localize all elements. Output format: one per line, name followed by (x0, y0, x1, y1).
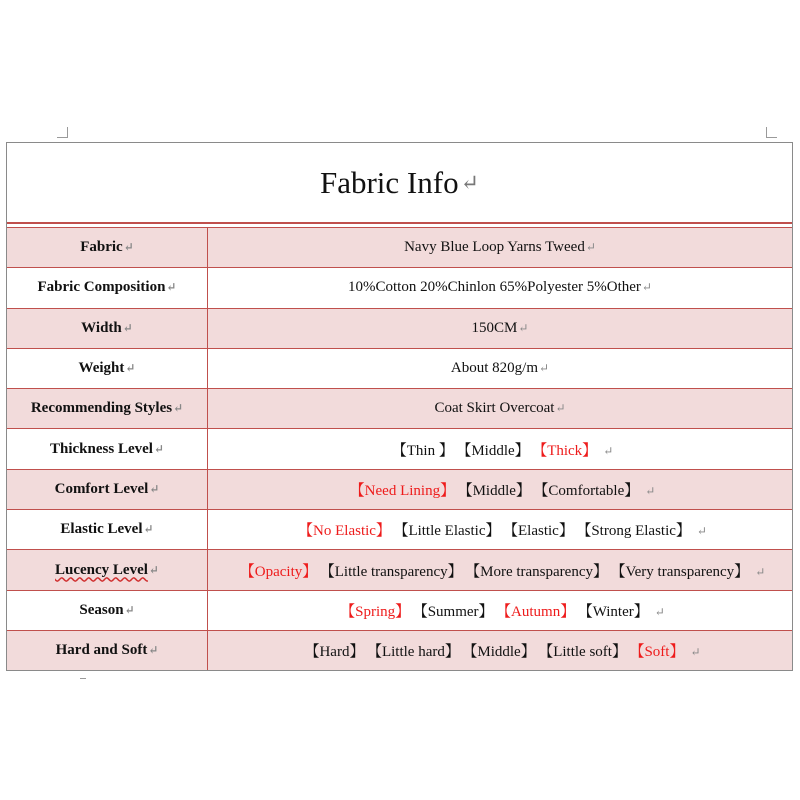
paragraph-mark-icon: ↵ (603, 443, 614, 458)
paragraph-mark-icon: ↵ (585, 240, 596, 255)
option: 【Strong Elastic】 (583, 523, 691, 540)
row-label: Fabric Composition (37, 279, 166, 296)
table-row-hard-and-soft (7, 630, 792, 670)
paragraph-mark-icon: ↵ (153, 441, 164, 456)
paragraph-mark-icon: ↵ (173, 401, 184, 416)
option: 【Little soft】 (545, 644, 627, 661)
option: 【Very transparency】 (617, 563, 750, 580)
table-row-weight (7, 348, 792, 388)
row-label: Recommending Styles (30, 400, 173, 417)
option: 【Comfortable】 (540, 482, 640, 499)
paragraph-mark-icon: ↵ (125, 361, 136, 376)
row-label: Fabric (80, 239, 123, 256)
row-value-cell (208, 429, 793, 469)
paragraph-mark-icon: ↵ (166, 280, 177, 295)
option-selected: 【Spring】 (340, 603, 411, 620)
row-label: Comfort Level (54, 480, 149, 497)
row-value: Navy Blue Loop Yarns Tweed (404, 239, 585, 256)
row-value-cell (208, 308, 793, 348)
option-selected: 【No Elastic】 (298, 523, 391, 540)
row-label-cell (7, 550, 208, 590)
row-label-cell (7, 348, 208, 388)
row-value-cell (208, 389, 793, 429)
table-row-thickness-level (7, 429, 792, 469)
row-label-cell (7, 469, 208, 509)
paragraph-mark-icon: ↵ (755, 564, 766, 579)
paragraph-mark-icon: ↵ (645, 483, 656, 498)
table-row-width (7, 308, 792, 348)
paragraph-mark-icon: ↵ (641, 280, 652, 295)
row-label-cell (7, 630, 208, 670)
paragraph-mark-icon: ↵ (143, 522, 154, 537)
option-selected: 【Autumn】 (503, 603, 576, 620)
paragraph-mark-icon: ↵ (149, 481, 160, 496)
paragraph-mark-icon: ↵ (123, 240, 134, 255)
paragraph-mark-icon: ↵ (460, 169, 480, 195)
table-row-season (7, 590, 792, 630)
page-title: Fabric Info (319, 164, 459, 200)
option: 【Middle】 (463, 442, 530, 459)
fabric-info-sheet (6, 142, 793, 671)
option-selected: 【Thick】 (539, 442, 598, 459)
option: 【Thin 】 (391, 442, 454, 459)
row-label-cell (7, 228, 208, 268)
row-value: 10%Cotton 20%Chinlon 65%Polyester 5%Other (348, 279, 641, 296)
row-value-cell (208, 550, 793, 590)
paragraph-mark-icon: ↵ (539, 361, 550, 376)
row-label-cell (7, 308, 208, 348)
title-bar (7, 143, 792, 224)
paragraph-mark-icon: ↵ (122, 320, 133, 335)
row-label: Weight (78, 360, 125, 377)
row-label: Width (81, 319, 122, 336)
paragraph-mark-icon: ↵ (696, 524, 707, 539)
table-row-elastic-level (7, 510, 792, 550)
paragraph-mark-icon: ↵ (148, 643, 159, 658)
row-label: Lucency Level (55, 561, 148, 578)
option-selected: 【Need Lining】 (349, 482, 456, 499)
option: 【Elastic】 (510, 523, 574, 540)
option: 【Little Elastic】 (400, 523, 501, 540)
row-value-cell (208, 348, 793, 388)
paragraph-mark-icon: ↵ (518, 320, 529, 335)
option: 【Hard】 (304, 644, 365, 661)
option-selected: 【Opacity】 (239, 563, 318, 580)
row-label-cell (7, 268, 208, 308)
row-value-cell (208, 510, 793, 550)
row-label: Elastic Level (60, 521, 143, 538)
paragraph-mark-icon: ↵ (555, 401, 566, 416)
page-corner-mark-top-left (57, 127, 68, 138)
table-row-fabric-composition (7, 268, 792, 308)
table-row-fabric (7, 228, 792, 268)
option: 【Little hard】 (374, 644, 460, 661)
option: 【Middle】 (465, 482, 531, 499)
row-value: 150CM (471, 319, 518, 336)
paragraph-mark-icon: ↵ (148, 562, 159, 577)
row-label-cell (7, 429, 208, 469)
row-value-cell (208, 228, 793, 268)
paragraph-mark-icon: ↵ (124, 602, 135, 617)
fabric-info-table (7, 228, 792, 670)
row-label: Season (79, 601, 124, 618)
table-row-recommending-styles (7, 389, 792, 429)
table-row-comfort-level (7, 469, 792, 509)
row-label: Thickness Level (50, 440, 153, 457)
row-value-cell (208, 590, 793, 630)
paragraph-mark-icon: ↵ (690, 645, 701, 660)
option: 【Middle】 (469, 644, 536, 661)
option: 【Little transparency】 (327, 563, 463, 580)
row-value: Coat Skirt Overcoat (434, 400, 555, 417)
table-row-lucency-level (7, 550, 792, 590)
row-value: About 820g/m (450, 360, 539, 377)
row-value-cell (208, 268, 793, 308)
row-value-cell (208, 469, 793, 509)
fabric-info-rows (7, 228, 792, 670)
page-corner-mark-top-right (766, 127, 777, 138)
row-label-cell (7, 510, 208, 550)
row-label-cell (7, 389, 208, 429)
option: 【Summer】 (420, 603, 494, 620)
option: 【Winter】 (585, 603, 649, 620)
row-label-cell (7, 590, 208, 630)
row-value-cell (208, 630, 793, 670)
option: 【More transparency】 (472, 563, 608, 580)
row-label: Hard and Soft (55, 642, 148, 659)
page-corner-mark-bottom-left (80, 678, 86, 685)
option-selected: 【Soft】 (636, 644, 685, 661)
paragraph-mark-icon: ↵ (654, 604, 665, 619)
